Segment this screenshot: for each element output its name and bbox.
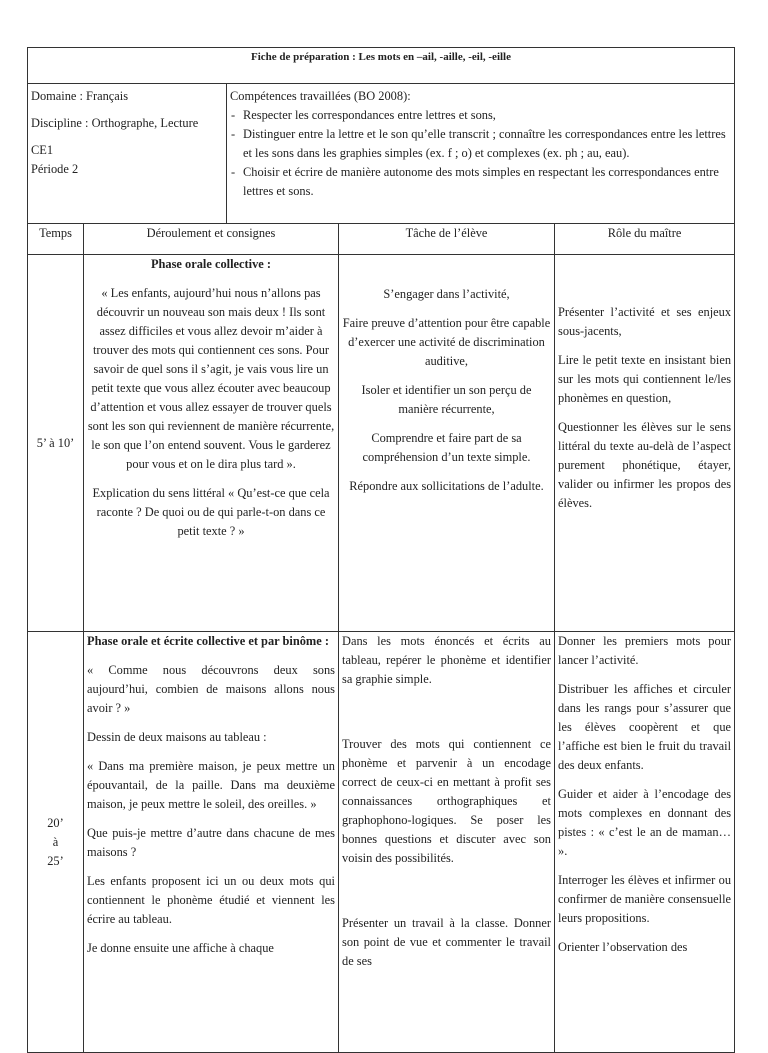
tache-cell-1 [339,255,555,632]
tache-item: Isoler et identifier un son perçu de manière récurrente, [361,383,532,416]
consigne-text: « Les enfants, aujourd’hui nous n’allons pas découvrir un nouveau son mais deux ! Ils sont assez difficiles et vous allez devoir m’aider à trouver des mots qui contiennent ces sons. Pour savoir de quel sons il s’agit, je vais vous lire un petit texte que vous allez écouter avec beaucoup d’attention et vous allez essayer de trouver quels sont les son qui reviennent de manière récurrente, le son que l’on entend souvent. Vous le garderez pour vous et on le dira plus tard ». [87,286,335,471]
tache-item: Répondre aux sollicitations de l’adulte. [349,479,544,493]
time-start: 20’ [47,815,64,830]
sheet-title: Fiche de préparation : Les mots en –ail, -aille, -eil, -eille [28,48,735,84]
periode-label: Période 2 [31,162,79,176]
lesson-sheet [27,47,734,1053]
tache-item: S’engager dans l’activité, [383,287,510,301]
tache-item: Faire preuve d’attention pour être capable d’exercer une activité de discrimination auditive, [342,316,551,368]
deroulement-cell-2 [84,632,339,1053]
deroulement-para: Dessin de deux maisons au tableau : [87,730,267,744]
role-item: Présenter l’activité et ses enjeux sous-jacents, [558,305,732,338]
role-item: Donner les premiers mots pour lancer l’activité. [558,634,732,667]
preparation-table [27,47,735,1053]
discipline-label: Discipline : Orthographe, Lecture [31,116,199,130]
header-temps: Temps [28,224,84,255]
deroulement-para: « Comme nous découvrons deux sons aujourd’hui, combien de maisons allons nous avoir ? » [87,663,335,715]
competence-item: - Choisir et écrire de manière autonome des mots simples en respectant les correspondances entre lettres et sons. [230,163,731,201]
competences-cell [227,84,735,224]
deroulement-para: « Dans ma première maison, je peux mettre un épouvantail, de la paille. Dans ma deuxième maison, je peux mettre le soleil, des oreilles. » [87,759,335,811]
role-item: Guider et aider à l’encodage des mots complexes en donnant des pistes : « c’est le an de maman… ». [558,787,732,858]
tache-item: Dans les mots énoncés et écrits au tableau, repérer le phonème et identifier sa graphie simple. [342,634,551,686]
role-item: Questionner les élèves sur le sens littéral du texte au-delà de l’aspect purement phonétique, étayer, valider ou infirmer les propos des élèves. [558,420,732,510]
phase-row-2 [28,632,735,1053]
deroulement-para: Les enfants proposent ici un ou deux mots qui contiennent le phonème étudié et viennent les écrire au tableau. [87,874,335,926]
time-cell-1: 5’ à 10’ [28,255,84,632]
header-deroulement: Déroulement et consignes [84,224,339,255]
role-cell-2 [555,632,735,1053]
info-cell [28,84,227,224]
time-sep: à [52,834,59,849]
role-cell-1 [555,255,735,632]
role-item: Orienter l’observation des [558,940,688,954]
competence-item: - Respecter les correspondances entre lettres et sons, [230,106,731,125]
deroulement-para: Que puis-je mettre d’autre dans chacune de mes maisons ? [87,826,335,859]
phase-row-1 [28,255,735,632]
phase-title-2: Phase orale et écrite collective et par binôme : [87,634,329,648]
time-end: 25’ [47,853,64,868]
deroulement-cell-1 [84,255,339,632]
time-cell-2 [28,632,84,1053]
explication-text: Explication du sens littéral « Qu’est-ce que cela raconte ? De quoi ou de qui parle-t-on dans ce petit texte ? » [92,486,330,538]
phase-title-1: Phase orale collective : [150,257,272,271]
tache-item: Trouver des mots qui contiennent ce phonème et parvenir à un encodage correct de ceux-ci en mettant à profit ses connaissances orthographiques et graphophono-logiques. Se poser les bonnes questions et discuter avec son voisin des possibilités. [342,737,551,865]
niveau-label: CE1 [31,143,54,157]
tache-cell-2 [339,632,555,1053]
info-row [28,84,735,224]
tache-item: Présenter un travail à la classe. Donner son point de vue et commenter le travail de ses [342,916,551,968]
competence-item: - Distinguer entre la lettre et le son qu’elle transcrit ; connaître les correspondances entre les lettres et les sons dans les graphies simples (ex. f ; o) et complexes (ex. ph ; au, eau). [230,125,731,163]
tache-item: Comprendre et faire part de sa compréhension d’un texte simple. [362,431,531,464]
header-role: Rôle du maître [555,224,735,255]
header-tache: Tâche de l’élève [339,224,555,255]
role-item: Lire le petit texte en insistant bien sur les mots qui contiennent le/les phonèmes en question, [558,353,732,405]
deroulement-para: Je donne ensuite une affiche à chaque [87,941,274,955]
role-item: Interroger les élèves et infirmer ou confirmer de manière consensuelle leurs propositions. [558,873,732,925]
competences-heading: Compétences travaillées (BO 2008): [230,89,411,103]
role-item: Distribuer les affiches et circuler dans les rangs pour s’assurer que les élèves coopèrent et que l’affiche est bien le fruit du travail des deux enfants. [558,682,732,772]
competences-list [230,106,731,201]
domaine-label: Domaine : Français [31,89,129,103]
title-row [28,48,735,84]
header-row [28,224,735,255]
